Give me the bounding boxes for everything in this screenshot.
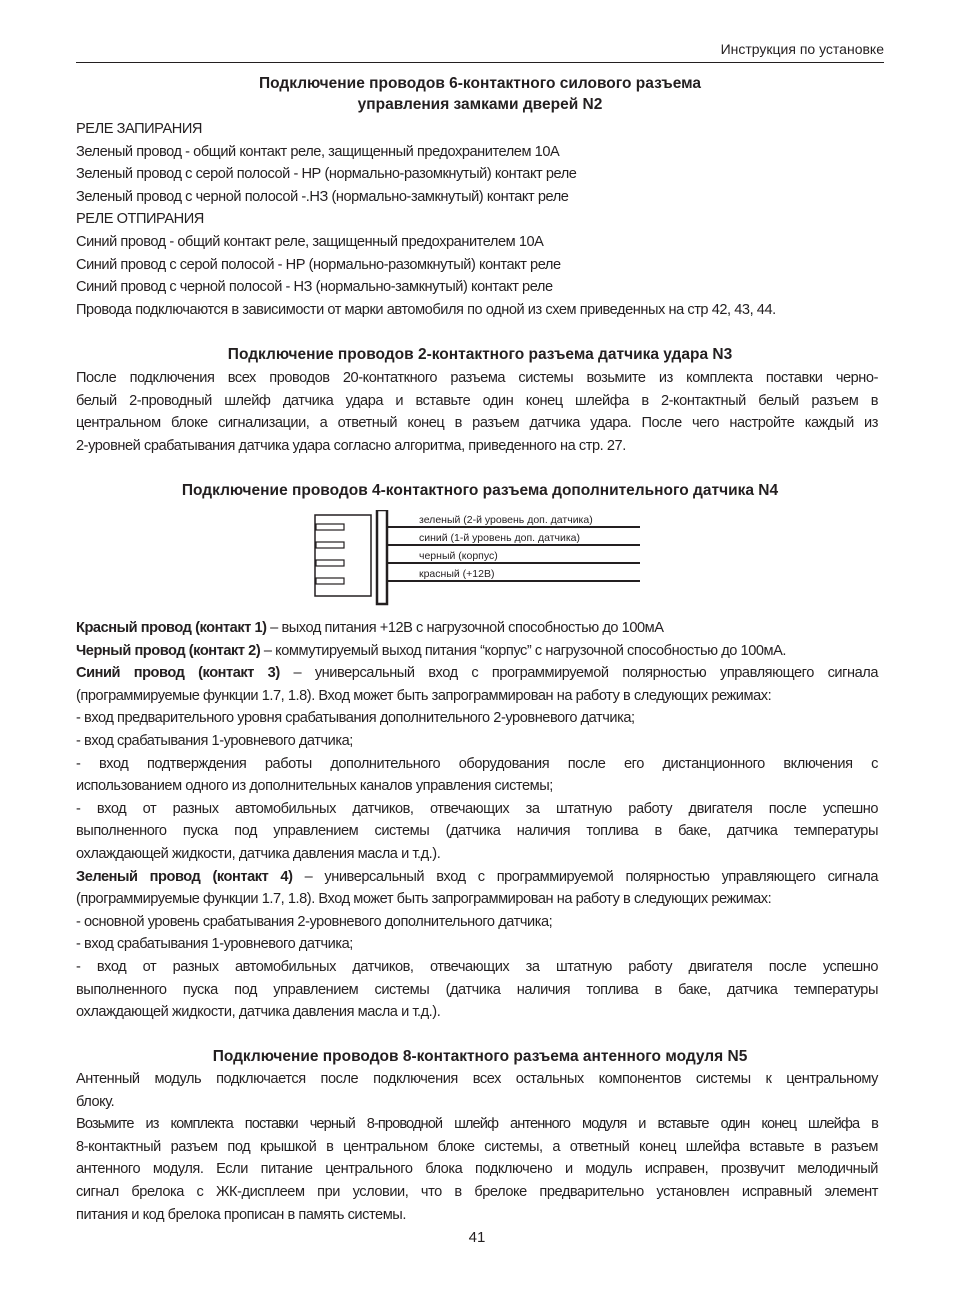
section1-heading-line2: управления замками дверей N2 xyxy=(357,96,603,113)
black-wire-text: – коммутируемый выход питания “корпус” с нагрузочной способностью до 100мА. xyxy=(260,642,786,659)
blue-mode-item: - вход срабатывания 1-уровневого датчика; xyxy=(76,732,353,749)
red-wire-line xyxy=(76,617,878,640)
wire-label-green: зеленый (2-й уровень доп. датчика) xyxy=(419,514,593,526)
section4-line: сигнал брелока с ЖК-дисплеем при условии, что в брелоке предварительно установлен исправный элемент xyxy=(76,1183,878,1200)
blue-wire-text-2: (программируемые функции 1.7, 1.8). Вход может быть запрограммирован на работу в следующих режимах: xyxy=(76,687,772,704)
header-title: Инструкция по установке xyxy=(720,41,884,57)
green-mode-item: выполненного пуска под управлением системы (датчика наличия топлива в баке, датчика температуры xyxy=(76,981,878,998)
green-mode-item: охлаждающей жидкости, датчика давления масла и т.д.). xyxy=(76,1004,441,1021)
blue-mode-item: охлаждающей жидкости, датчика давления масла и т.д.). xyxy=(76,845,441,862)
wire-label-red: красный (+12В) xyxy=(419,568,495,580)
section4-line: Антенный модуль подключается после подключения всех остальных компонентов системы к центральному xyxy=(76,1071,878,1087)
wire-label-blue: синий (1-й уровень доп. датчика) xyxy=(419,532,581,544)
section4-line: питания и код брелока прописан в память системы. xyxy=(76,1206,406,1223)
green-wire-text-2: (программируемые функции 1.7, 1.8). Вход может быть запрограммирован на работу в следующих режимах: xyxy=(76,891,772,908)
blue-mode-item: выполненного пуска под управлением системы (датчика наличия топлива в баке, датчика температуры xyxy=(76,823,878,840)
green-wire-label: Зеленый провод (контакт 4) xyxy=(76,868,293,885)
blue-mode-item: - вход подтверждения работы дополнительного оборудования после его дистанционного включения с xyxy=(76,755,878,772)
section4-line: антенного модуля. Если питание центрального блока подключено и модуль исправен, прозвучит мелодичный xyxy=(76,1161,878,1178)
blue-wire-line xyxy=(76,662,878,685)
section1-heading-line1: Подключение проводов 6-контактного силового разъема xyxy=(259,75,701,92)
section1-heading xyxy=(76,73,884,115)
wire-label-black: черный (корпус) xyxy=(419,550,498,562)
section2-line: 2-уровней срабатывания датчика удара согласно алгоритма, приведенного на стр. 27. xyxy=(76,437,626,454)
blue-mode-item: - вход предварительного уровня срабатывания дополнительного 2-уровневого датчика; xyxy=(76,710,635,727)
section1-line: Зеленый провод с серой полосой - НР (нормально-разомкнутый) контакт реле xyxy=(76,166,577,183)
section1-body xyxy=(76,118,878,321)
green-wire-line xyxy=(76,866,878,889)
green-mode-item: - основной уровень срабатывания 2-уровневого дополнительного датчика; xyxy=(76,913,553,930)
page-number: 41 xyxy=(468,1229,486,1246)
section1-line: РЕЛЕ ОТПИРАНИЯ xyxy=(76,211,204,228)
section2-body xyxy=(76,367,878,457)
section2-line: центральном блоке сигнализации, а ответный конец в разъем датчика удара. После чего настройте каждый из xyxy=(76,415,878,432)
green-mode-item: - вход срабатывания 1-уровневого датчика; xyxy=(76,936,353,953)
section4-line: Возьмите из комплекта поставки черный 8-проводной шлейф антенного модуля и вставьте один конец шлейфа в xyxy=(76,1116,878,1133)
blue-mode-item: - вход от разных автомобильных датчиков, отвечающих за штатную работу двигателя после успешно xyxy=(76,800,878,817)
section4-line: блоку. xyxy=(76,1093,115,1110)
red-wire-label: Красный провод (контакт 1) xyxy=(76,620,267,636)
blue-mode-item: использованием одного из дополнительных каналов управления системы; xyxy=(76,778,553,795)
blue-wire-text: – универсальный вход с программируемой полярностью управляющего сигнала xyxy=(279,665,878,682)
section4-heading: Подключение проводов 8-контактного разъема антенного модуля N5 xyxy=(212,1048,748,1065)
section1-line: РЕЛЕ ЗАПИРАНИЯ xyxy=(76,121,202,137)
black-wire-label: Черный провод (контакт 2) xyxy=(76,642,261,659)
section1-line: Зеленый провод с черной полосой -.НЗ (нормально-замкнутый) контакт реле xyxy=(76,188,569,205)
green-mode-item: - вход от разных автомобильных датчиков, отвечающих за штатную работу двигателя после успешно xyxy=(76,958,878,975)
section2-line: После подключения всех проводов 20-контаткного разъема системы возьмите из комплекта поставки черно- xyxy=(76,370,878,386)
section2-heading: Подключение проводов 2-контактного разъема датчика удара N3 xyxy=(227,346,733,363)
black-wire-line xyxy=(76,640,878,663)
section3-body xyxy=(76,617,878,1024)
section1-line: Синий провод - общий контакт реле, защищенный предохранителем 10А xyxy=(76,233,544,250)
red-wire-text: – выход питания +12В с нагрузочной способностью до 100мА xyxy=(266,620,664,636)
green-wire-text: – универсальный вход с программируемой полярностью управляющего сигнала xyxy=(292,868,878,885)
page-header xyxy=(76,38,884,63)
section3-heading: Подключение проводов 4-контактного разъема дополнительного датчика N4 xyxy=(181,482,779,499)
section1-line: Синий провод с серой полосой - НР (нормально-разомкнутый) контакт реле xyxy=(76,256,561,273)
section1-line: Зеленый провод - общий контакт реле, защищенный предохранителем 10А xyxy=(76,143,560,160)
blue-wire-label: Синий провод (контакт 3) xyxy=(76,665,280,682)
section4-body xyxy=(76,1068,878,1226)
section4-line: 8-контактный разъем под крышкой в центральном блоке системы, а ответный конец шлейфа вставьте в разъем xyxy=(76,1138,878,1155)
connector-diagram xyxy=(314,510,644,606)
section2-line: белый 2-проводный шлейф датчика удара и вставьте один конец шлейфа в 2-контактный белый разъем в xyxy=(76,392,878,409)
section1-line: Провода подключаются в зависимости от марки автомобиля по одной из схем приведенных на стр 42, 43, 44. xyxy=(76,301,776,318)
section1-line: Синий провод с черной полосой - НЗ (нормально-замкнутый) контакт реле xyxy=(76,279,553,296)
